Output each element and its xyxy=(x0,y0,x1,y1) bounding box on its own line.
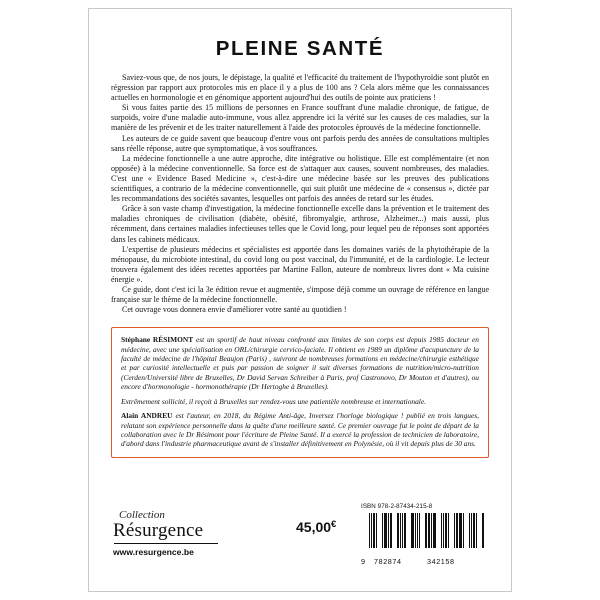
price-label xyxy=(296,519,336,535)
blurb-paragraph: L'expertise de plusieurs médecins et spécialistes est apportée dans les domaines variés de la phytothérapie de la ménopause, du microbiote intestinal, du covid long ou post vaccinal, du l'immunité, et de la cardiologie. Le lecteur trouvera également des idées recettes apportées par Martine Fallon, auteure de nombreux livres dont « Ma cuisine énergie ». xyxy=(111,244,489,284)
blurb-paragraph: Saviez-vous que, de nos jours, le dépistage, la qualité et l'efficacité du traitement de l'hypothyroïdie sont plutôt en régression par rapport aux protocoles mis en place il y a plus de 100 ans ? Cela alors même que les connaissances actuelles en hormonologie et en génomique apportent aujourd'hui des outils de pointe aux praticiens ! xyxy=(111,73,489,103)
author-bio-box xyxy=(111,327,489,457)
publisher-name: Résurgence xyxy=(113,519,204,541)
isbn-text: ISBN 978-2-87434-215-8 xyxy=(361,503,433,510)
blurb-paragraph: Grâce à son vaste champ d'investigation, la médecine fonctionnelle excelle dans la prévention et le traitement des maladies chroniques de civilisation (diabète, obésité, fibromyalgie, arthrose, Alzheimer...) mais aussi, plus récemment, dans certaines maladies infectieuses telles que le Covid long, pour lequel peu de réponses sont apportées dans les cabinets médicaux. xyxy=(111,204,489,244)
book-back-cover xyxy=(88,8,512,592)
blurb-paragraph: La médecine fonctionnelle a une autre approche, dite intégrative ou holistique. Elle est complémentaire (et non opposée) à la médecine conventionnelle. Sa force est de s'attaquer aux causes, souvent nombreuses, des maladies. C'est une « Evidence Based Medicine », c'est-à-dire une médecine basée sur les preuves des publications scientifiques, a contrario de la médecine conventionnelle, qui suit plutôt une médecine de « consensus », dictée par les recommandations des sociétés savantes, lesquelles ont parfois des années de retard sur les études. xyxy=(111,153,489,204)
blurb-text xyxy=(111,73,489,315)
publisher-logo xyxy=(113,510,263,557)
price-amount: 45,00 xyxy=(296,519,332,535)
cover-footer xyxy=(111,483,489,575)
bio-paragraph xyxy=(121,335,479,391)
publisher-url[interactable]: www.resurgence.be xyxy=(113,547,194,557)
bio-paragraph xyxy=(121,411,479,449)
author-name-andreu: Alain ANDREU xyxy=(121,411,173,421)
barcode xyxy=(361,513,485,566)
bio-body: est un sportif de haut niveau confronté aux limites de son corps est depuis 1985 docteur en médecine, avec une spécialisation en ORL/chirurgie cervico-faciale. Il obtient en 1989 un diplôme d'acupuncture de la faculté de médecine de l'hôpital Beaujon (Paris) , suivront de nombreuses formations en médecine/chirurgie esthétique et par curiosité intellectuelle et puis par passion de soigner il suit diverses formations de nutrition/micro-nutrition (Cerden/Université libre de Bruxelles, Dr David Servan Schreiber à Paris, prof Castronovo, Dr Mouton et d'autres), ou encore d'hormonologie - hormonothérapie (Dr Hertoghe à Bruxelles). xyxy=(121,335,479,392)
barcode-right-group: 342158 xyxy=(427,557,455,566)
barcode-left-group: 782874 xyxy=(374,557,402,566)
blurb-paragraph: Si vous faites partie des 15 millions de personnes en France souffrant d'une maladie chronique, de fatigue, de surpoids, voire d'une maladie auto-immune, vous allez apprendre ici la vérité sur les causes de ces maladies, sur la manière de les prévenir et de les traiter naturellement à l'aide des protocoles éprouvés de la médecine fonctionnelle. xyxy=(111,103,489,133)
barcode-bars xyxy=(369,513,485,548)
price-currency: € xyxy=(331,519,337,530)
book-title: PLEINE SANTÉ xyxy=(215,37,385,60)
isbn-block xyxy=(361,503,489,566)
blurb-paragraph: Les auteurs de ce guide savent que beaucoup d'entre vous ont parfois perdu des années de consultations multiples sans réelle réponse, autre que symptomatique, à vos souffrances. xyxy=(111,133,489,153)
blurb-paragraph: Ce guide, dont c'est ici la 3e édition revue et augmentée, s'impose déjà comme un ouvrage de référence en langue française sur le thème de la médecine fonctionnelle. xyxy=(111,284,489,305)
author-bio-text xyxy=(121,335,479,448)
logo-divider xyxy=(114,543,218,544)
author-name-resimont: Stéphane RÉSIMONT xyxy=(121,335,194,345)
blurb-paragraph: Cet ouvrage vous donnera envie d'améliorer votre santé au quotidien ! xyxy=(122,305,347,315)
barcode-lead-digit: 9 xyxy=(361,557,366,566)
collection-label: Collection xyxy=(119,508,165,521)
bio-paragraph xyxy=(121,397,479,406)
bio-body: est l'auteur, en 2018, du Régime Anti-âge, Inversez l'horloge biologique ! publié en trois langues, relatant son expérience personnelle dans la quête d'une meilleure santé. Ce premier ouvrage fut le point de départ de la collaboration avec le Dr Résimont pour l'écriture de Pleine Santé. Il a exercé la profession de technicien de laboratoire, d'abord dans l'industrie pharmaceutique avant de s'installer définitivement en Polynésie, où il vit depuis plus de 30 ans. xyxy=(121,411,479,449)
bio-body: Extrêmement sollicité, il reçoit à Bruxelles sur rendez-vous une patientèle nombreuse et internationale. xyxy=(121,396,426,406)
